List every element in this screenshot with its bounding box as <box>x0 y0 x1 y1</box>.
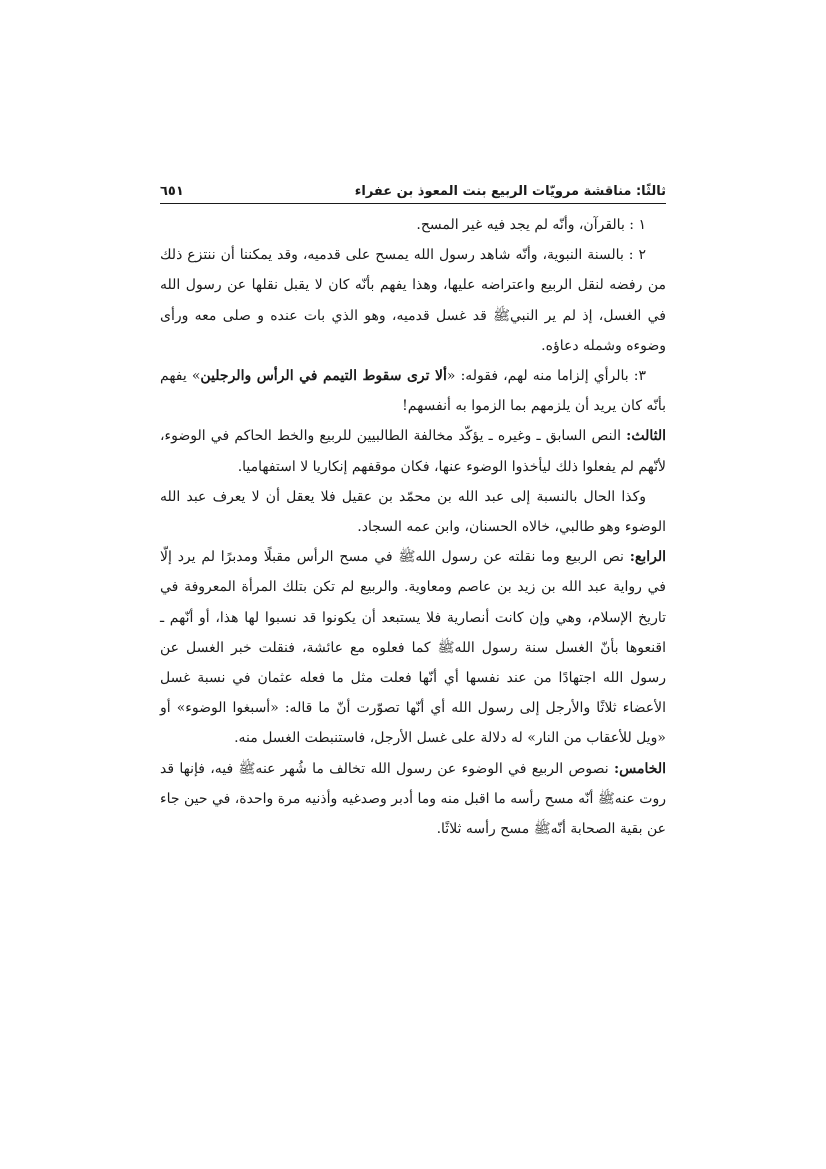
paragraph-third <box>160 421 666 481</box>
paragraph-text: ١ : بالقرآن، وأنّه لم يجد فيه غير المسح. <box>416 217 646 233</box>
paragraph-text: نصوص الربيع في الوضوء عن رسول الله تخالف ما شُهر عنهﷺ فيه، فإنها قد روت عنهﷺ أنّه مسح رأسه ما اقبل منه وما أدبر وصدغيه وأذنيه مرة واحدة، في حين جاء عن بقية الصحابة أنّهﷺ مسح رأسه ثلاثًا. <box>160 760 666 838</box>
paragraph-point-2 <box>160 240 666 361</box>
paragraph-text: ٣: بالرأي إلزاما منه لهم، فقوله: « <box>446 368 647 385</box>
paragraph-fifth <box>160 754 666 845</box>
document-page <box>160 184 666 844</box>
header-title: ثالثًا: مناقشة مرويّات الربيع بنت المعوذ بن عفراء <box>354 184 666 199</box>
section-lead: الرابع: <box>629 549 666 566</box>
paragraph-text: » يفهم بأنّه كان يريد أن يلزمهم بما الزموا به أنفسهم! <box>160 368 666 415</box>
body-text <box>160 210 666 844</box>
paragraph-point-3 <box>160 361 666 421</box>
paragraph-text: وكذا الحال بالنسبة إلى عبد الله بن محمّد بن عقيل فلا يعقل أن لا يعرف عبد الله الوضوء وهو طالبي، خالاه الحسنان، وابن عمه السجاد. <box>160 488 666 536</box>
paragraph-point-1 <box>160 210 666 240</box>
bold-quote: ألا ترى سقوط التيمم في الرأس والرجلين <box>200 368 447 385</box>
paragraph-aqil <box>160 482 666 542</box>
paragraph-text: النص السابق ـ وغيره ـ يؤكّد مخالفة الطالبيين للربيع والخط الحاكم في الوضوء، لأنّهم لم يفعلوا ذلك ليأخذوا الوضوء عنها، فكان موقفهم إنكاريا لا استفهاميا. <box>160 428 666 475</box>
section-lead: الخامس: <box>614 760 666 777</box>
running-header <box>160 184 666 204</box>
section-lead: الثالث: <box>626 428 666 445</box>
paragraph-fourth <box>160 542 666 753</box>
page-number: ٦٥١ <box>160 184 184 199</box>
paragraph-text: ٢ : بالسنة النبوية، وأنّه شاهد رسول الله يمسح على قدميه، وقد يمكننا أن ننتزع ذلك من رفضه لنقل الربيع واعتراضه عليها، وهذا يفهم بأنّه كان لا يقبل نقلها عن رسول الله في الغسل، إذ لم ير النبيﷺ قد غسل قدميه، وهو الذي بات عنده و صلى معه ورأى وضوءه وشمله دعاؤه. <box>160 247 666 354</box>
paragraph-text: نص الربيع وما نقلته عن رسول اللهﷺ في مسح الرأس مقبلًا ومدبرًا لم يرد إلّا في رواية عبد الله بن زيد بن عاصم ومعاوية. والربيع لم تكن بتلك المرأة المعروفة في تاريخ الإسلام، وهي وإن كانت أنصارية فلا يستبعد أن يكونوا قد نسبوا لها هذا، أو أنّهم ـ اقنعوها بأنّ الغسل سنة رسول اللهﷺ كما فعلوه مع عائشة، فنقلت خبر الغسل عن رسول الله اجتهادًا من عند نفسها أي أنّها فعلت مثل ما فعله عثمان في نسبة غسل الأعضاء ثلاثًا والأرجل إلى رسول الله أي أنّها تصوّرت أنّ ما قاله: «أسبغوا الوضوء» أو «ويل للأعقاب من النار» له دلالة على غسل الأرجل، فاستنبطت الغسل منه. <box>160 549 666 747</box>
